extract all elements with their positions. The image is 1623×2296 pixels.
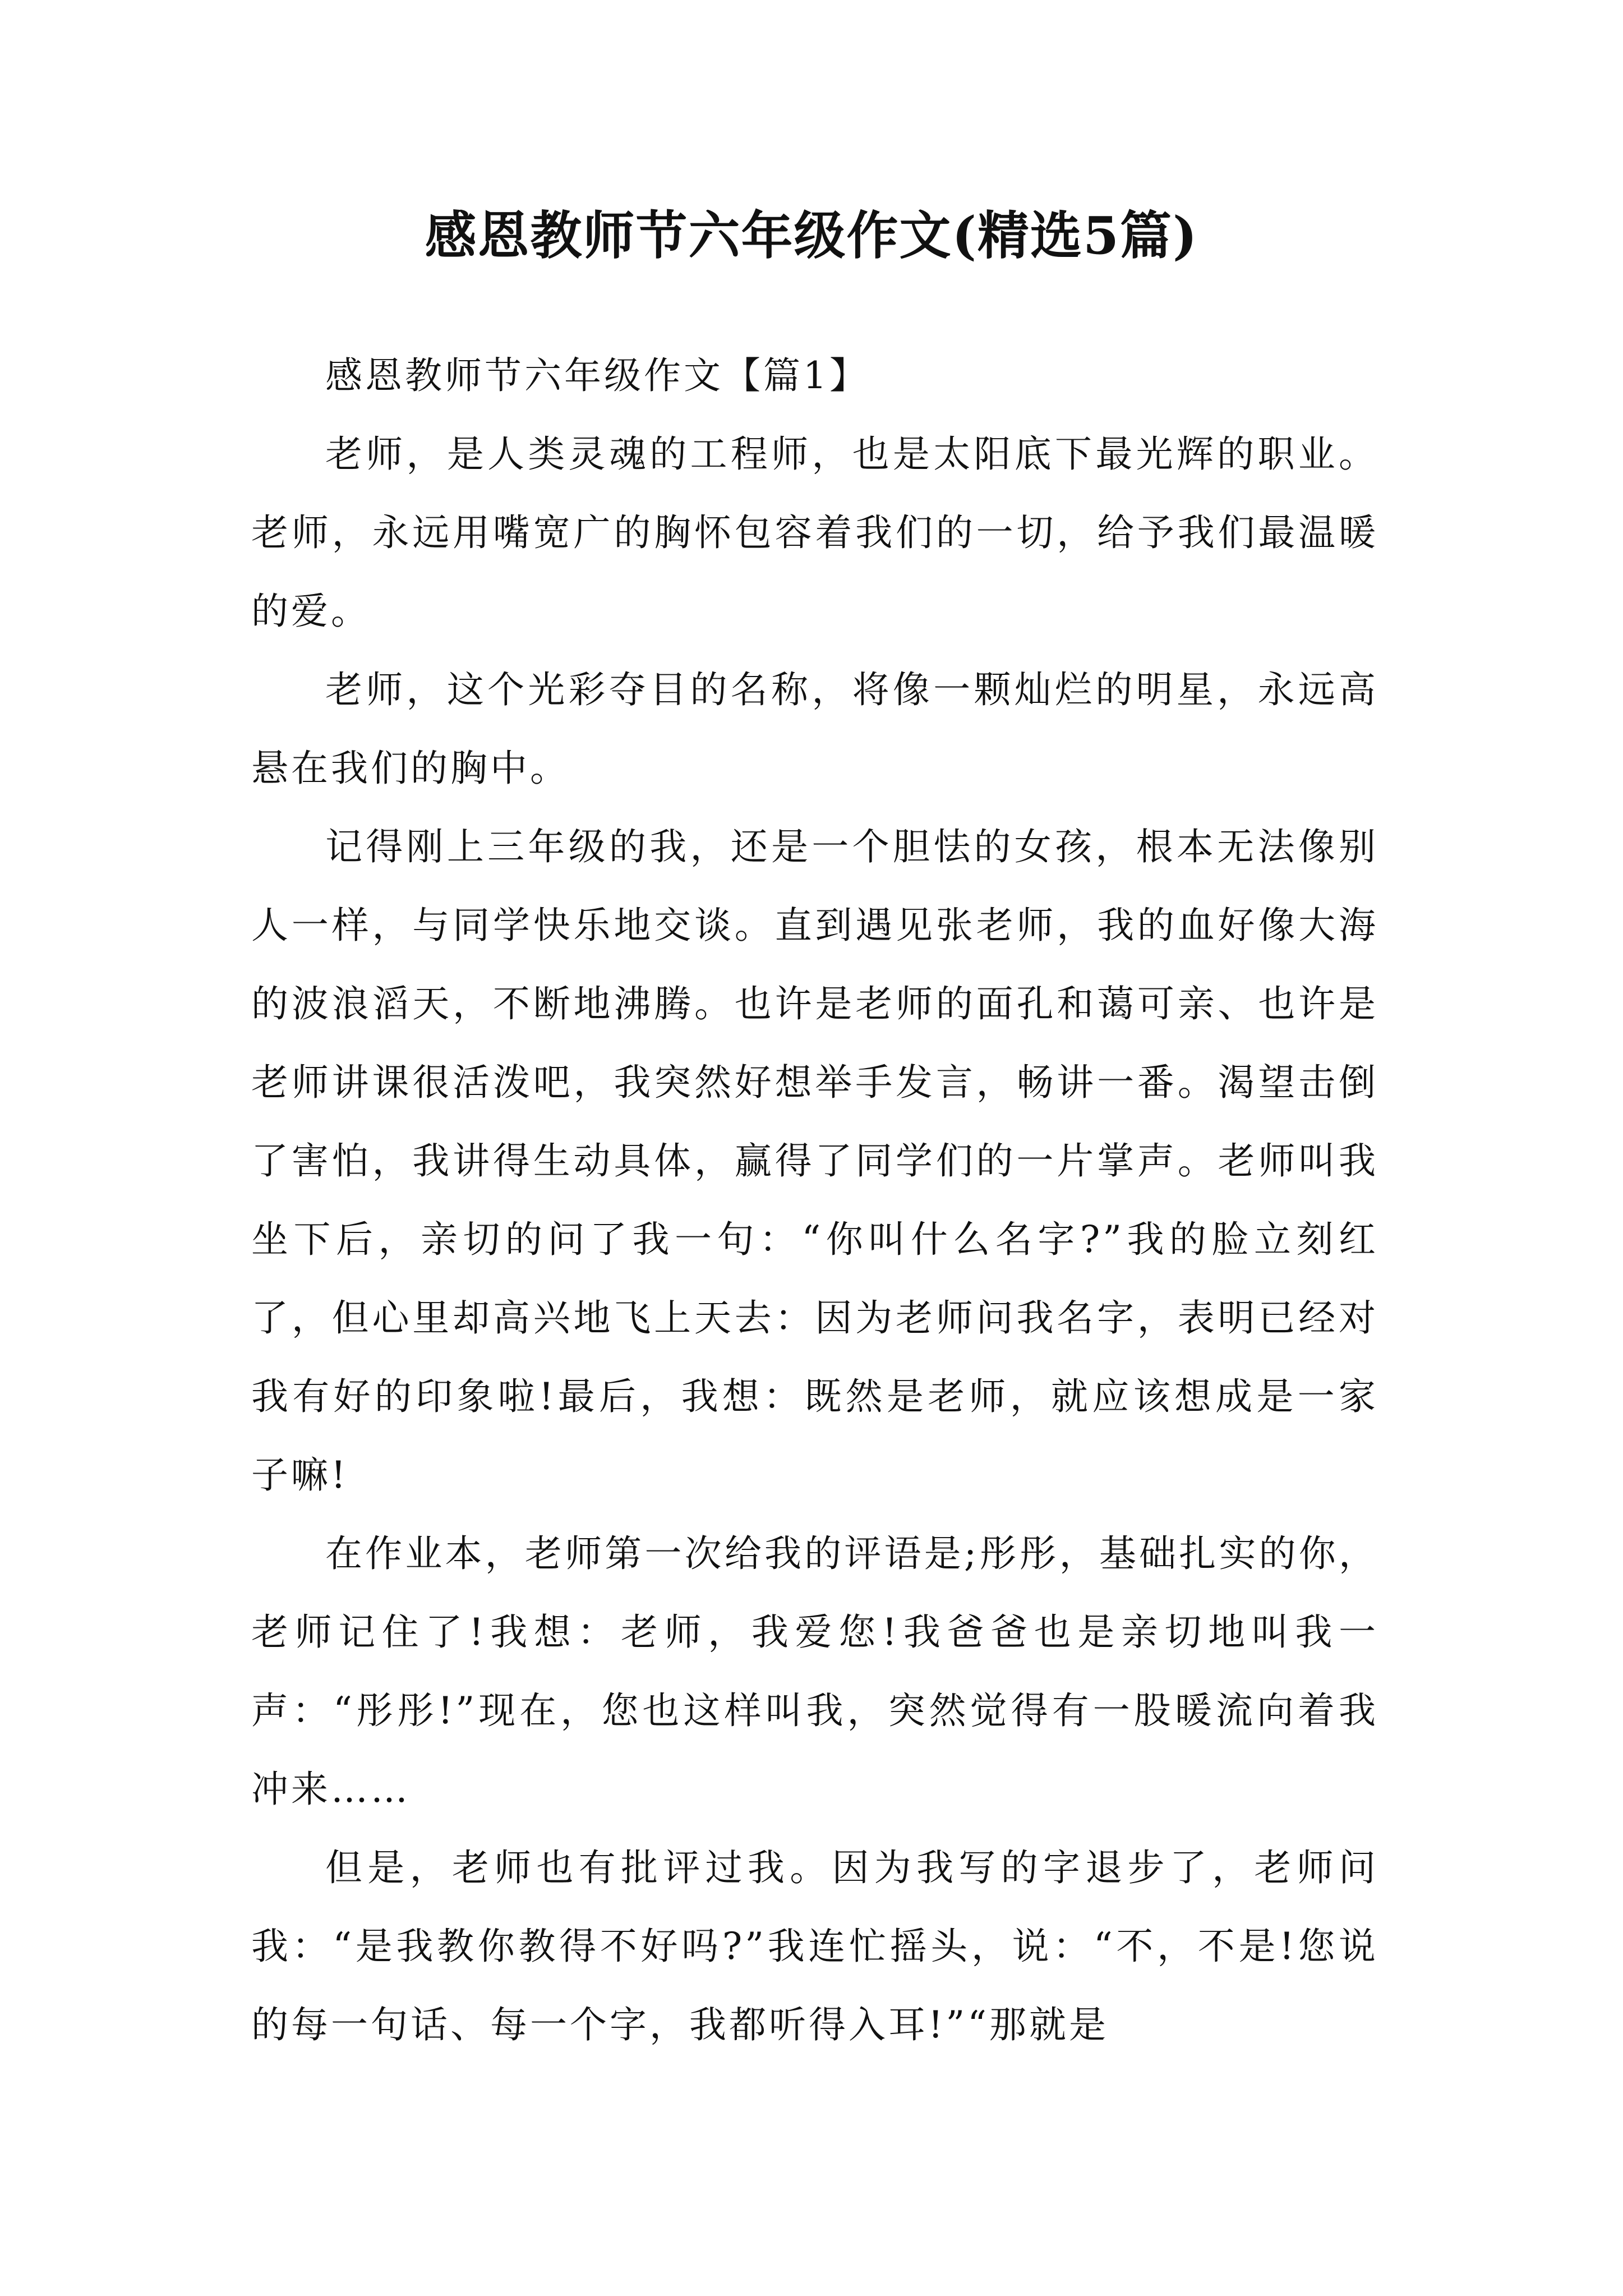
paragraph: 老师，这个光彩夺目的名称，将像一颗灿烂的明星，永远高悬在我们的胸中。	[251, 668, 1378, 790]
paragraph: 在作业本，老师第一次给我的评语是;彤彤，基础扎实的你，老师记住了!我想：老师，我爱您!我爸爸也是亲切地叫我一声：“彤彤!”现在，您也这样叫我，突然觉得有一股暖流向着我冲来……	[251, 1532, 1378, 1811]
paragraph: 记得刚上三年级的我，还是一个胆怯的女孩，根本无法像别人一样，与同学快乐地交谈。直到遇见张老师，我的血好像大海的波浪滔天，不断地沸腾。也许是老师的面孔和蔼可亲、也许是老师讲课很活泼吧，我突然好想举手发言，畅讲一番。渴望击倒了害怕，我讲得生动具体，赢得了同学们的一片掌声。老师叫我坐下后，亲切的问了我一句：“你叫什么名字?”我的脸立刻红了，但心里却高兴地飞上天去：因为老师问我名字，表明已经对我有好的印象啦!最后，我想：既然是老师，就应该想成是一家子嘛!	[251, 825, 1378, 1497]
document-body	[251, 337, 1378, 2064]
section-heading: 感恩教师节六年级作文【篇1】	[325, 354, 869, 397]
paragraph: 但是，老师也有批评过我。因为我写的字退步了，老师问我：“是我教你教得不好吗?”我连忙摇头，说：“不，不是!您说的每一句话、每一个字，我都听得入耳!”“那就是	[251, 1846, 1378, 2046]
paragraph: 老师，是人类灵魂的工程师，也是太阳底下最光辉的职业。老师，永远用嘴宽广的胸怀包容着我们的一切，给予我们最温暖的爱。	[251, 432, 1378, 633]
document-title: 感恩教师节六年级作文(精选5篇)	[425, 205, 1198, 266]
